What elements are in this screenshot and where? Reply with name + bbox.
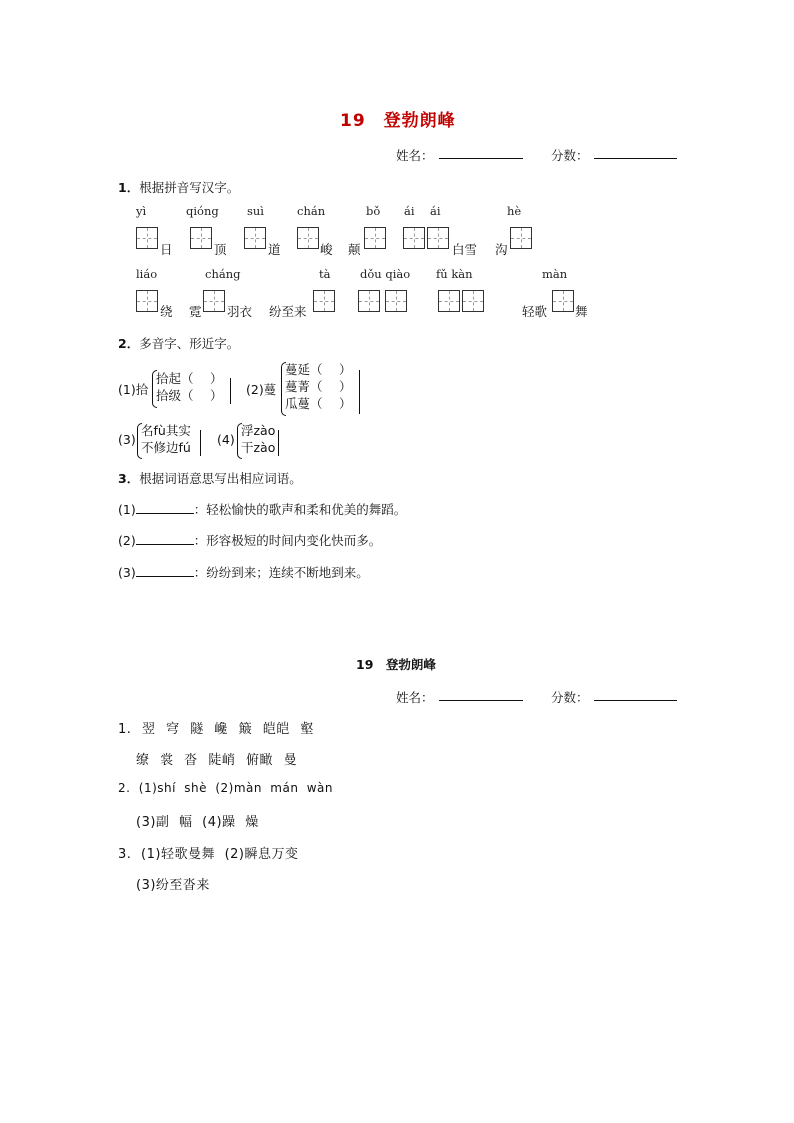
writing-cell[interactable] [136,227,158,249]
pinyin: suì [247,204,264,218]
q2-number: 2． [118,336,140,351]
writing-cell[interactable] [510,227,532,249]
q3-item-label: (3) [118,565,136,580]
q3-text: 根据词语意思写出相应词语。 [139,471,302,486]
name-field[interactable] [439,146,523,159]
writing-cell[interactable] [438,290,460,312]
q3-item-label: (1) [118,502,136,517]
q2-p1-items [156,370,222,404]
right-bar [230,378,231,404]
writing-cell[interactable] [364,227,386,249]
answer-blank[interactable] [136,532,194,545]
q2-p4-item: 干zào [241,440,276,455]
writing-cell[interactable] [136,290,158,312]
answer-blank[interactable] [136,501,194,514]
answer-key-title: 19 登勃朗峰 [356,657,436,672]
q2-heading [118,334,239,352]
pinyin: chán [297,204,326,218]
q3-item-text: ：形容极短的时间内变化快而多。 [193,533,382,548]
pinyin: màn [542,267,568,281]
writing-cell[interactable] [203,290,225,312]
q3-item-text: ：轻松愉快的歌声和柔和优美的舞蹈。 [193,502,407,517]
answer-blank[interactable] [136,564,194,577]
writing-cell[interactable] [385,290,407,312]
right-bar [359,370,360,414]
q2-p2-item: 蔓延（ ） [285,362,352,377]
writing-cell[interactable] [427,227,449,249]
writing-cell[interactable] [403,227,425,249]
answer-name-label: 姓名： [396,690,434,705]
worksheet-title: 19 登勃朗峰 [340,111,456,131]
pinyin: dǒu qiào [360,267,411,281]
word: 霓 [189,304,202,319]
word: 日 [160,242,173,257]
q2-p3-item: 名fù其实 [141,423,191,438]
word: 白雪 [452,242,478,257]
word: 峻 [320,242,333,257]
word: 沟 [495,242,508,257]
answer-line: 3. (1)轻歌曼舞 (2)瞬息万变 [118,847,299,862]
answer-score-label: 分数： [551,690,589,705]
pinyin: bǒ [366,204,381,218]
q2-p4-item: 浮zào [241,423,276,438]
answer-score-field[interactable] [594,688,677,701]
writing-cell[interactable] [462,290,484,312]
answer-line: 缭 裳 沓 陡峭 俯瞰 曼 [136,753,298,768]
q3-item [118,531,381,549]
answer-line: (3)纷至沓来 [136,878,210,893]
q2-p2-item: 蔓菁（ ） [285,379,352,394]
pinyin: ái [404,204,415,218]
writing-cell[interactable] [313,290,335,312]
q2-p4-label: (4) [217,432,235,447]
writing-cell[interactable] [552,290,574,312]
word: 道 [268,242,281,257]
q2-text: 多音字、形近字。 [139,336,240,351]
q2-p1-item: 拾起（ ） [156,371,223,386]
pinyin: ái [430,204,441,218]
name-label: 姓名： [396,148,434,163]
pinyin: tà [319,267,331,281]
score-field[interactable] [594,146,677,159]
word: 羽衣 [227,304,253,319]
word: 顶 [214,242,227,257]
pinyin: fǔ kàn [436,267,473,281]
q1-heading [118,178,239,196]
q3-item-label: (2) [118,533,136,548]
pinyin: liáo [136,267,158,281]
answer-line: 1. 翌 穹 隧 巉 簸 皑皑 壑 [118,722,314,737]
pinyin: hè [507,204,522,218]
q2-p2-item: 瓜蔓（ ） [285,396,352,411]
word: 纷至来 [269,304,307,319]
q2-p4-items [241,422,275,456]
answer-name-field[interactable] [439,688,523,701]
q2-p3-item: 不修边fú [141,440,191,455]
q2-p3-items [141,422,191,456]
word: 绕 [160,304,173,319]
writing-cell[interactable] [190,227,212,249]
q1-number: 1． [118,180,140,195]
word: 颠 [348,242,361,257]
pinyin: qióng [186,204,219,218]
right-bar [278,430,279,456]
q3-item-text: ：纷纷到来；连续不断地到来。 [193,565,369,580]
writing-cell[interactable] [244,227,266,249]
q2-p2-label: (2)蔓 [246,382,277,397]
pinyin: cháng [205,267,241,281]
answer-line: 2. (1)shí shè (2)màn mán wàn [118,781,334,795]
q3-number: 3． [118,471,140,486]
q2-p1-item: 拾级（ ） [156,388,223,403]
word: 舞 [575,304,588,319]
answer-line: (3)副 幅 (4)躁 燥 [136,815,259,830]
writing-cell[interactable] [297,227,319,249]
q3-item [118,500,406,518]
q2-p2-items [285,361,351,412]
q2-p3-label: (3) [118,432,136,447]
q3-heading [118,469,302,487]
pinyin: yì [136,204,147,218]
q1-text: 根据拼音写汉字。 [139,180,240,195]
writing-cell[interactable] [358,290,380,312]
word: 轻歌 [522,304,548,319]
q2-p1-label: (1)拾 [118,382,149,397]
score-label: 分数： [551,148,589,163]
q3-item [118,563,369,581]
right-bar [200,430,201,456]
